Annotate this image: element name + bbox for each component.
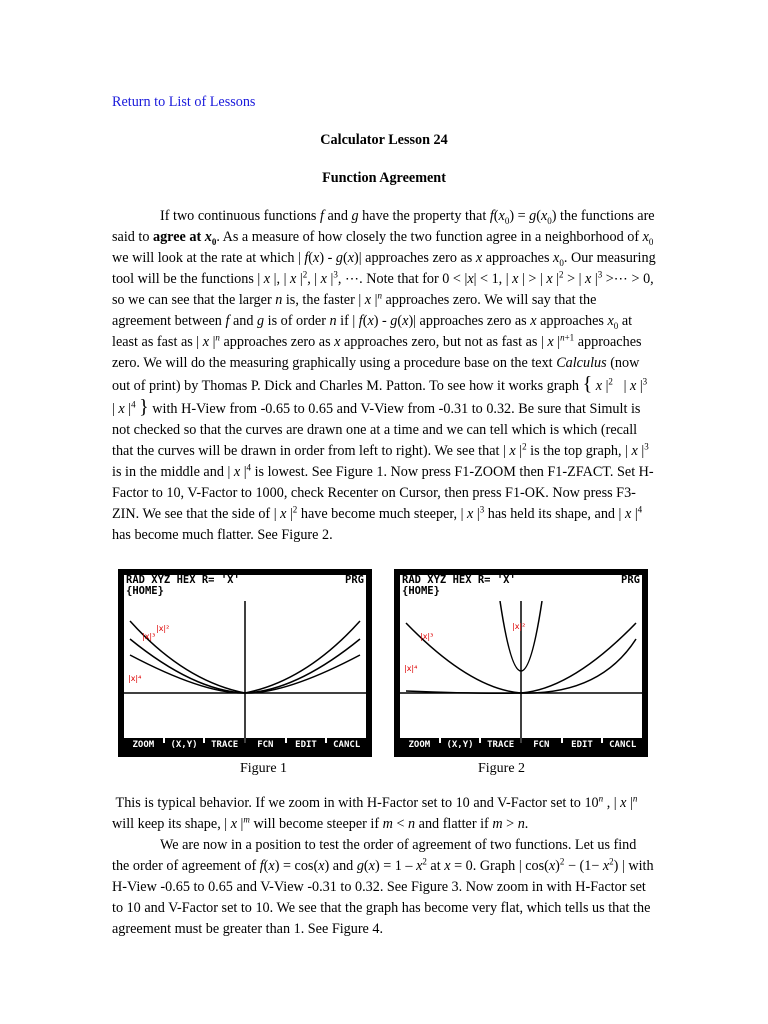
menu-cancl[interactable]: CANCL: [327, 737, 366, 751]
label-x4: |x|⁴: [404, 664, 418, 673]
label-x2: |x|²: [156, 624, 170, 633]
status-line: RAD XYZ HEX R= 'X': [126, 574, 240, 586]
label-x3: |x|³: [420, 632, 434, 641]
status-line: RAD XYZ HEX R= 'X': [402, 574, 516, 586]
menu-edit[interactable]: EDIT: [287, 737, 326, 751]
calculator-screen-figure-2: [394, 569, 648, 757]
return-to-lessons-link[interactable]: Return to List of Lessons: [112, 94, 256, 110]
status-prg: PRG: [621, 574, 640, 586]
menu-zoom[interactable]: ZOOM: [400, 737, 439, 751]
lesson-number: Calculator Lesson 24: [320, 132, 448, 148]
menu-edit[interactable]: EDIT: [563, 737, 602, 751]
menu-fcn[interactable]: FCN: [522, 737, 561, 751]
label-x4: |x|⁴: [128, 674, 142, 683]
status-dir: {HOME}: [402, 585, 440, 597]
graph-figure-2: [400, 601, 642, 743]
status-dir: {HOME}: [126, 585, 164, 597]
menu-trace[interactable]: TRACE: [205, 737, 244, 751]
menu-xy[interactable]: (X,Y): [441, 737, 480, 751]
menu-cancl[interactable]: CANCL: [603, 737, 642, 751]
figure-2-caption: Figure 2: [478, 761, 526, 776]
soft-menu: [400, 737, 642, 751]
menu-fcn[interactable]: FCN: [246, 737, 285, 751]
soft-menu: [124, 737, 366, 751]
graph-figure-1: [124, 601, 366, 743]
menu-xy[interactable]: (X,Y): [165, 737, 204, 751]
lesson-continued: [112, 793, 656, 940]
page-title: Function Agreement: [322, 170, 446, 186]
label-x2: |x|²: [512, 622, 526, 631]
menu-zoom[interactable]: ZOOM: [124, 737, 163, 751]
typical-behavior-paragraph: This is typical behavior. If we zoom in with H-Factor set to 10 and V-Factor set to 10$^n$ , | x $|^n$ will keep its shape, | x $|^m$ will become steeper if m < n and flatter if m > n.: [112, 793, 638, 832]
label-x3: |x|³: [142, 632, 156, 641]
test-order-paragraph: We are now in a position to test the order of agreement of two functions. Let us find the order of agreement of f(x) = cos(x) and $g(x) = 1 - x^2$ at x = 0. Graph | $\cos(x)^2 - (1- x^2)$ | with H-View -0.65 to 0.65 and V-View -0.31 to 0.32. See Figure 3. Now zoom in with H-Factor set to 10 and V-Factor set to 10. We see that the graph has become very flat, which tells us that the agreement must be greater than 1. See Figure 4.: [112, 837, 654, 937]
menu-trace[interactable]: TRACE: [481, 737, 520, 751]
lesson-document: [112, 88, 656, 546]
calculator-screen-figure-1: [118, 569, 372, 757]
intro-paragraph: If two continuous functions f and g have the property that $f(x_0) = g(x_0)$ the functions are said to agree at $x_0$. As a measure of how closely the two function agree in a neighborhood of $x_0$ we will look at the rate at which | f(x) - g(x)| approaches zero as x approaches $x_0$. Our measuring tool will be the functions | x |, | x $|^2$, | x $|^3$, ⋯. Note that for 0 < |x| < 1, | x | > | x $|^2$ > | x $|^3$ >⋯ > 0, so we can see that the larger n is, the faster | x $|^n$ approaches zero. We will say that the agreement between f and g is of order n if | f(x) - g(x)| approaches zero as x approaches $x_0$ at least as fast as | x $|^n$ approaches zero as x approaches zero, but not as fast as | x $|^{n+1}$ approaches zero. We will do the measuring graphically using a procedure base on the text Calculus (now out of print) by Thomas P. Dick and Charles M. Patton. To see how it works graph { x $|^2$ | x $|^3$ | x $|^4$ } with H-View from -0.65 to 0.65 and V-View from -0.31 to 0.32. Be sure that Simult is not checked so that the curves are drawn one at a time and we can tell which is which (recall that the curves will be drawn in order from left to right). We see that | x $|^2$ is the top graph, | x $|^3$ is in the middle and | x $|^4$ is lowest. See Figure 1. Now press F1-ZOOM then F1-ZFACT. Set H-Factor to 10, V-Factor to 1000, check Recenter on Cursor, then press F1-OK. Now press F3-ZIN. We see that the side of | x $|^2$ have become much steeper, | x $|^3$ has held its shape, and | x $|^4$ has become much flatter. See Figure 2.: [112, 208, 656, 543]
figure-1-caption: Figure 1: [240, 761, 288, 776]
status-prg: PRG: [345, 574, 364, 586]
figure-row: [118, 569, 653, 774]
